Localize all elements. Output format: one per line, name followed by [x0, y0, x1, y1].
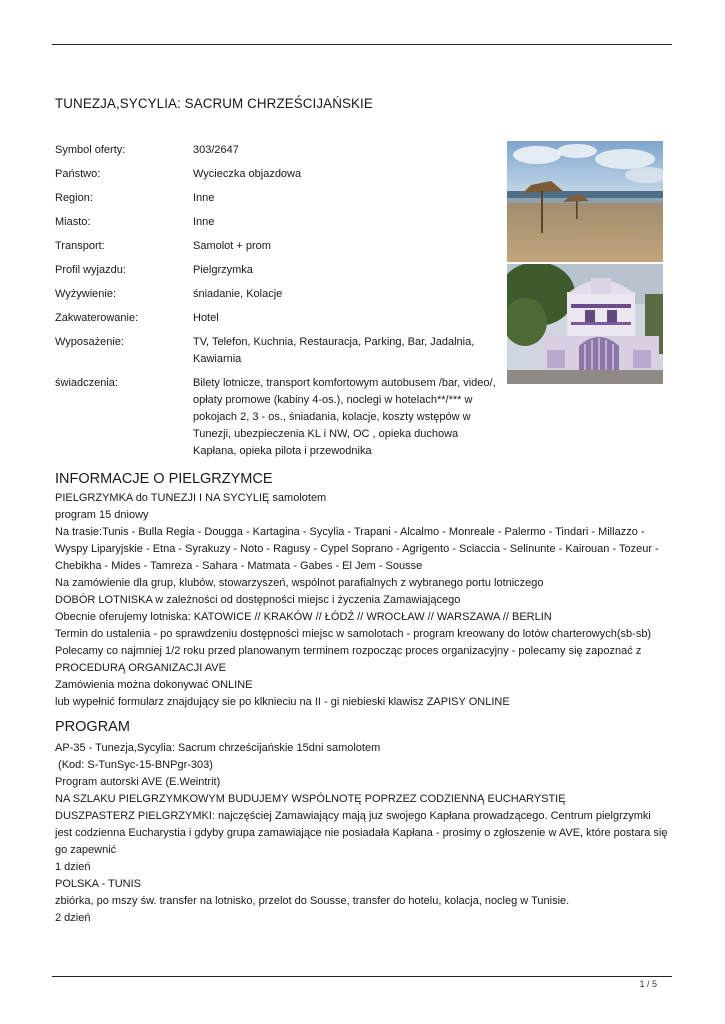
detail-value: TV, Telefon, Kuchnia, Restauracja, Parking, Bar, Jadalnia, Kawiarnia: [193, 336, 475, 365]
program-paragraph: (Kod: S-TunSyc-15-BNPgr-303): [55, 759, 213, 771]
detail-value: Hotel: [193, 312, 219, 324]
program-heading: PROGRAM: [55, 719, 130, 735]
info-paragraph: Termin do ustalenia - po sprawdzeniu dostępności miejsc w samolotach - program kreowany do lotów charterowych(sb-sb): [55, 628, 652, 640]
info-paragraph: Polecamy co najmniej 1/2 roku przed planowanym terminem rozpocząc proces organizacyjny - polecamy się zapoznać z PROCEDURĄ ORGANIZACJI AVE: [55, 645, 642, 674]
info-paragraph: Obecnie oferujemy lotniska: KATOWICE // KRAKÓW // ŁÓDŹ // WROCŁAW // WARSZAWA // BERLIN: [55, 611, 552, 623]
detail-value: Inne: [193, 192, 215, 204]
footer-rule: [52, 976, 672, 977]
detail-label: Państwo:: [55, 168, 101, 180]
program-paragraph: AP-35 - Tunezja,Sycylia: Sacrum chrześcijańskie 15dni samolotem: [55, 742, 381, 754]
program-paragraph: zbiórka, po mszy św. transfer na lotnisko, przelot do Sousse, transfer do hotelu, kolacja, nocleg w Tunisie.: [55, 895, 570, 907]
program-paragraph: Program autorski AVE (E.Weintrit): [55, 776, 221, 788]
detail-label: Profil wyjazdu:: [55, 264, 126, 276]
info-paragraph: PIELGRZYMKA do TUNEZJI I NA SYCYLIĘ samolotem: [55, 492, 327, 504]
detail-value: 303/2647: [193, 144, 239, 156]
detail-label: Zakwaterowanie:: [55, 312, 139, 324]
detail-row: [55, 142, 505, 159]
detail-row: [55, 166, 505, 183]
program-paragraph: POLSKA - TUNIS: [55, 878, 141, 890]
detail-row: [55, 334, 505, 368]
detail-label: Symbol oferty:: [55, 144, 126, 156]
page-number: 1 / 5: [639, 979, 657, 989]
detail-row: [55, 238, 505, 255]
info-paragraph: Na trasie:Tunis - Bulla Regia - Dougga - Kartagina - Sycylia - Trapani - Alcalmo - Monreale - Palermo - Tindari - Millazzo - Wyspy Liparyjskie - Etna - Syrakuzy - Noto - Ragusy - Cypel Soprano - Agrigento - Sciaccia - Selinunte - Kairouan - Tozeur - Chebikha - Mides - Tamreza - Sahara - Matmata - Gabes - El Jem - Sousse: [55, 526, 659, 572]
offer-title: TUNEZJA,SYCYLIA: SACRUM CHRZEŚCIJAŃSKIE: [55, 96, 373, 111]
offer-details-table: [55, 142, 505, 460]
program-paragraph: NA SZLAKU PIELGRZYMKOWYM BUDUJEMY WSPÓLNOTĘ POPRZEZ CODZIENNĄ EUCHARYSTIĘ: [55, 793, 566, 805]
detail-row: [55, 375, 505, 460]
info-paragraph: lub wypełnić formularz znajdujący sie po klknieciu na II - gi niebieski klawisz ZAPISY ONLINE: [55, 696, 510, 708]
program-paragraph: 2 dzień: [55, 912, 91, 924]
info-heading: INFORMACJE O PIELGRZYMCE: [55, 471, 273, 487]
detail-value: śniadanie, Kolacje: [193, 288, 283, 300]
info-paragraph: DOBÓR LOTNISKA w zależności od dostępności miejsc i życzenia Zamawiającego: [55, 594, 461, 606]
detail-value: Inne: [193, 216, 215, 228]
info-paragraph: program 15 dniowy: [55, 509, 149, 521]
detail-row: [55, 310, 505, 327]
detail-value: Wycieczka objazdowa: [193, 168, 302, 180]
detail-label: świadczenia:: [55, 377, 118, 389]
detail-label: Wyżywienie:: [55, 288, 117, 300]
program-paragraph: DUSZPASTERZ PIELGRZYMKI: najczęściej Zamawiający mają juz swojego Kapłana prowadzącego. Centrum pielgrzymki jest codzienna Eucharystia i gdyby grupa zamawiające nie posiadała Kapłana - prosimy o zgłoszenie w AVE, które postara się go zapewnić: [55, 810, 668, 856]
detail-value: Pielgrzymka: [193, 264, 253, 276]
building-photo: [507, 264, 663, 384]
detail-row: [55, 214, 505, 231]
detail-label: Miasto:: [55, 216, 91, 228]
detail-label: Wyposażenie:: [55, 336, 124, 348]
detail-label: Region:: [55, 192, 93, 204]
detail-value: Samolot + prom: [193, 240, 271, 252]
info-section: [55, 490, 670, 711]
beach-photo: [507, 141, 663, 262]
detail-row: [55, 190, 505, 207]
program-paragraph: 1 dzień: [55, 861, 91, 873]
detail-row: [55, 286, 505, 303]
header-rule: [52, 44, 672, 45]
program-section: [55, 740, 670, 927]
detail-value: Bilety lotnicze, transport komfortowym autobusem /bar, video/, opłaty promowe (kabiny 4-os.), noclegi w hotelach**/*** w pokojach 2, 3 - os., śniadania, kolacje, koszty wstępów w Tunezji, ubezpieczenia KL i NW, OC , opieka duchowa Kapłana, opieka pilota i przewodnika: [193, 377, 496, 457]
info-paragraph: Zamówienia można dokonywać ONLINE: [55, 679, 253, 691]
info-paragraph: Na zamówienie dla grup, klubów, stowarzyszeń, wspólnot parafialnych z wybranego portu lotniczego: [55, 577, 544, 589]
detail-row: [55, 262, 505, 279]
detail-label: Transport:: [55, 240, 105, 252]
